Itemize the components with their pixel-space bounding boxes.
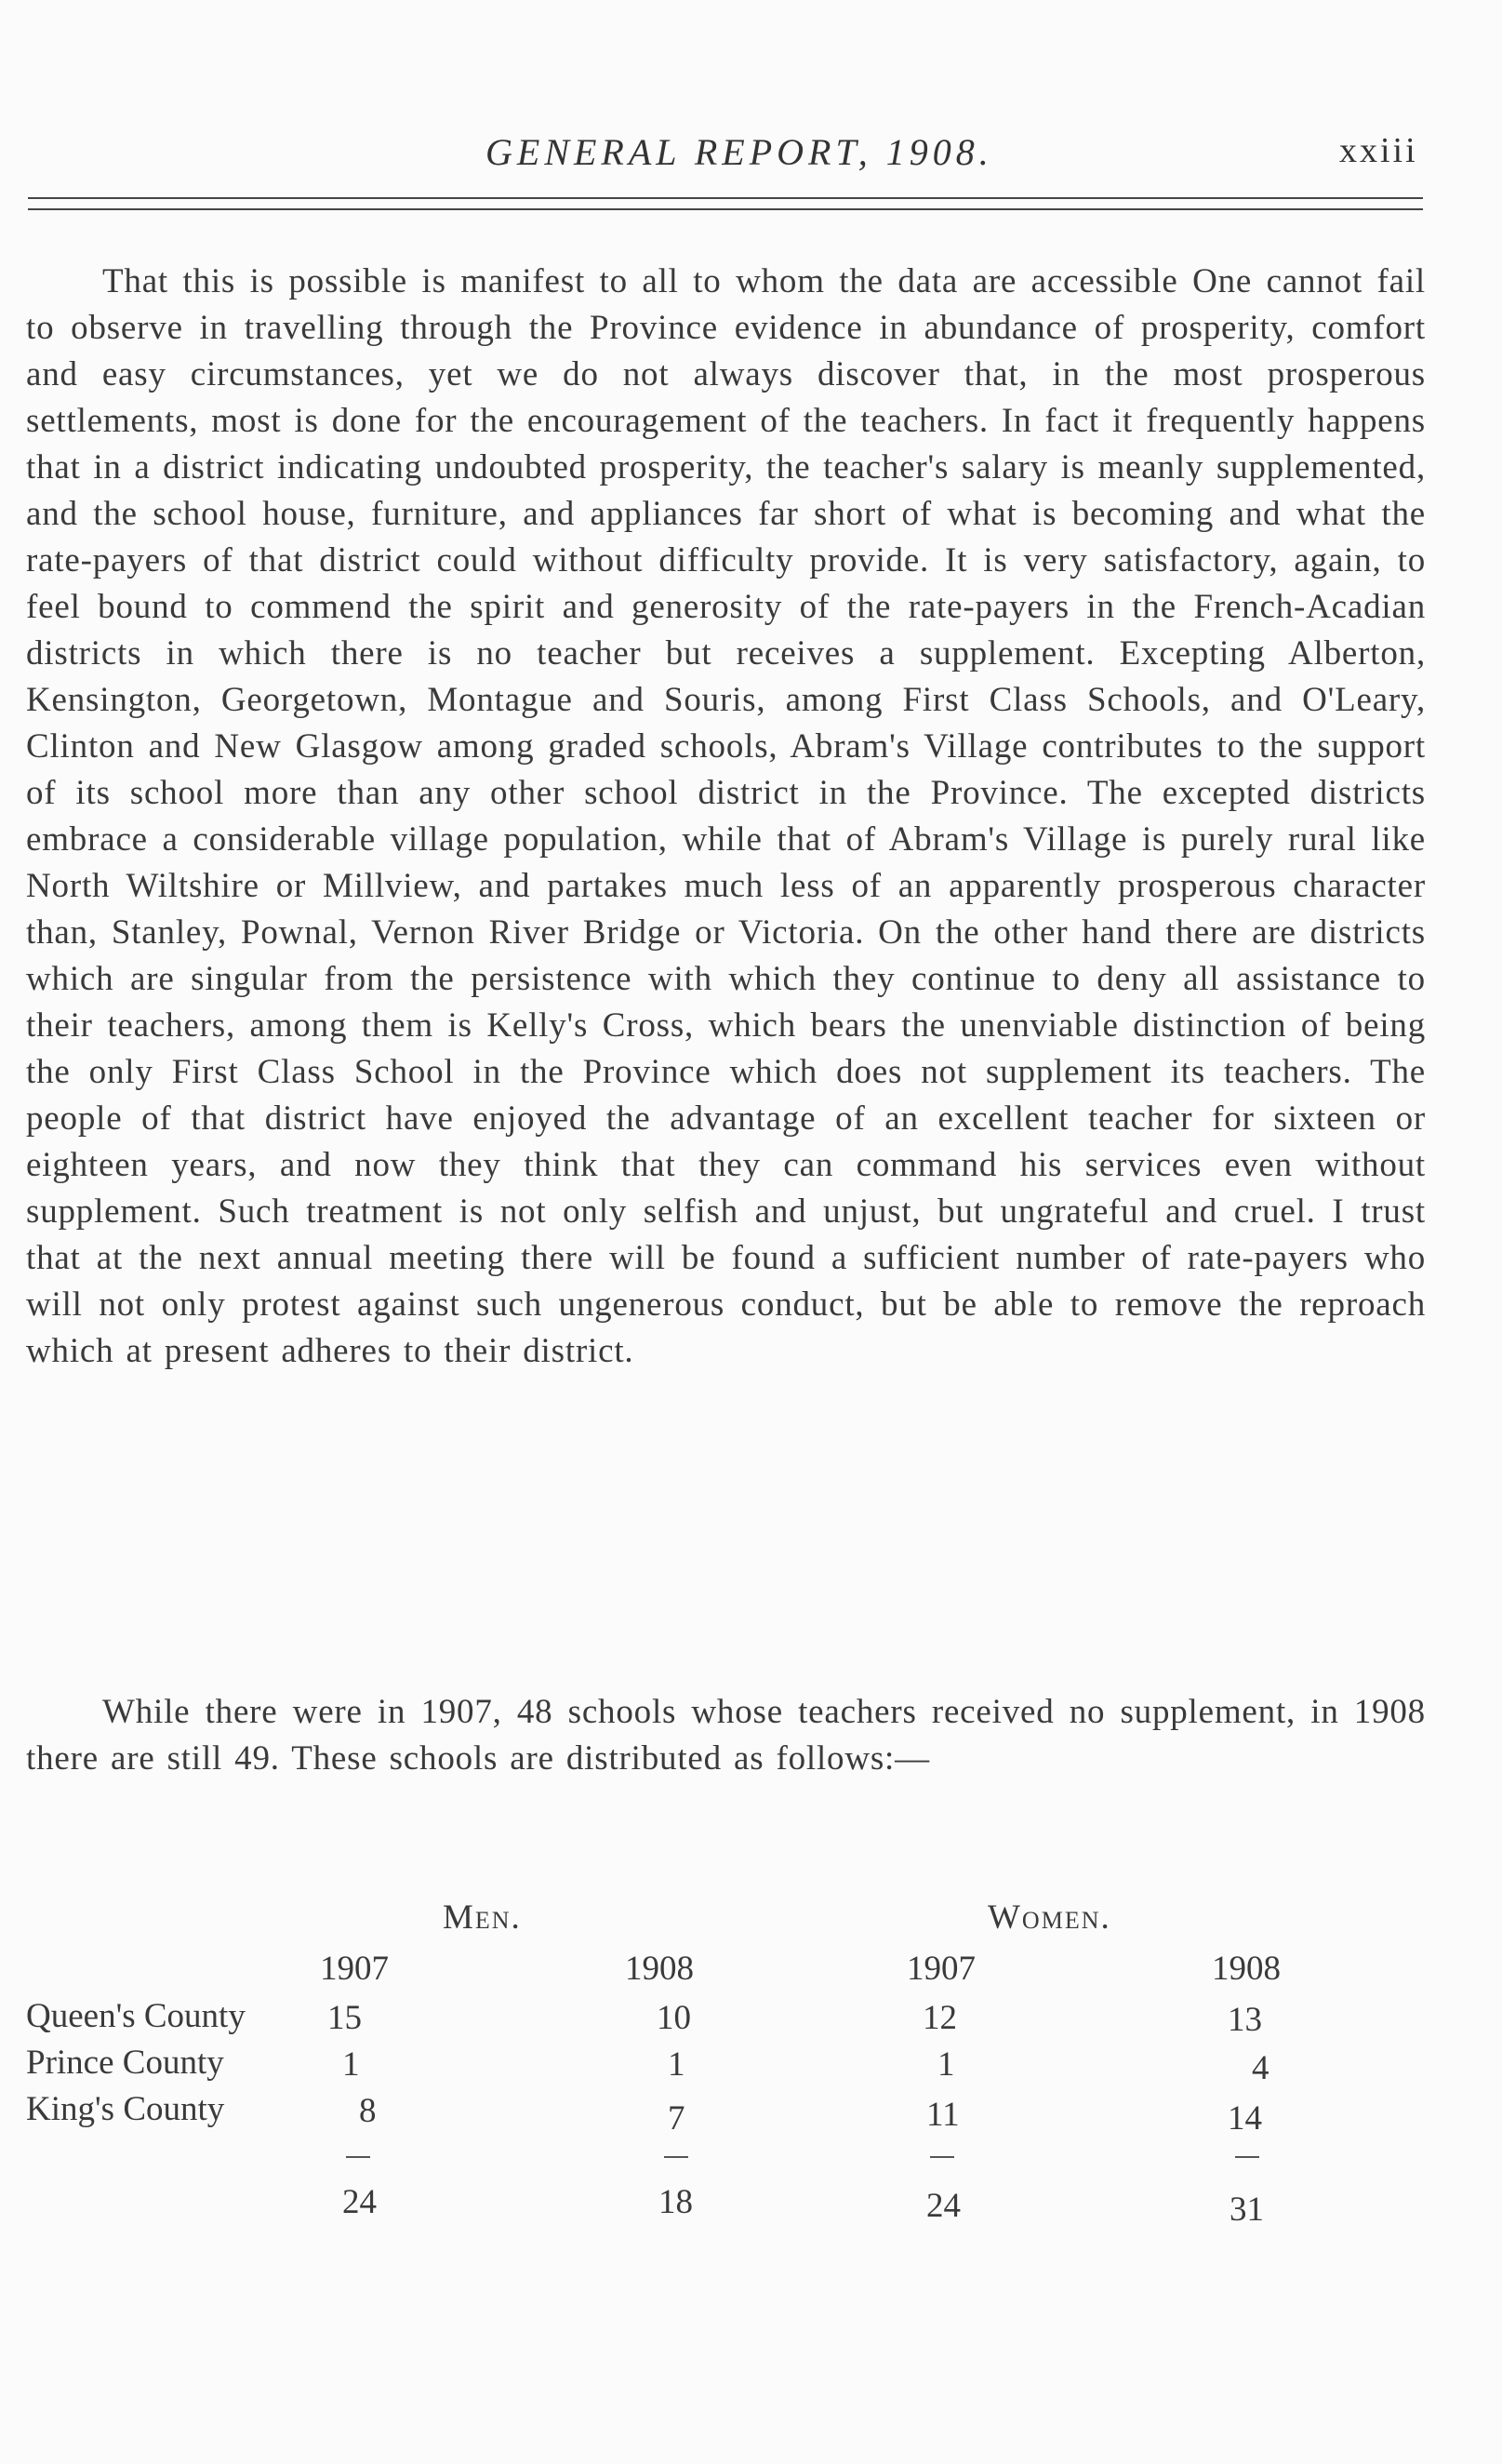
table-cell: 1 bbox=[937, 2045, 955, 2084]
running-title: GENERAL REPORT, 1908. bbox=[485, 131, 993, 173]
table-cell: 13 bbox=[1228, 2001, 1262, 2039]
table-total: 24 bbox=[342, 2183, 377, 2221]
table-total-rule bbox=[1235, 2156, 1259, 2158]
table-total: 31 bbox=[1230, 2191, 1264, 2229]
body-paragraph-1: That this is possible is manifest to all to whom the data are accessible One cannot fail to observe in travelling through the Province evidence in abundance of prosperity, comfort and easy circumstances, yet we do not always discover that, in the most prosperous settlements, most is done for the encouragement of the teachers. In fact it frequently happens that in a district indicating undoubted prosperity, the teacher's salary is meanly supplemented, and the school house, furniture, and appliances far short of what is becoming and what the rate-payers of that district could without difficulty provide. It is very satisfactory, again, to feel bound to commend the spirit and generosity of the rate-payers in the French-Acadian districts in which there is no teacher but receives a supplement. Excepting Alberton, Kensington, Georgetown, Montague and Souris, among First Class Schools, and O'Leary, Clinton and New Glasgow among graded schools, Abram's Village contributes to the support of its school more than any other school district in the Province. The excepted districts embrace a considerable village population, while that of Abram's Village is purely rural like North Wiltshire or Millview, and partakes much less of an apparently prosperous character than, Stanley, Pownal, Vernon River Bridge or Victoria. On the other hand there are districts which are singular from the persistence with which they continue to deny all assistance to their teachers, among them is Kelly's Cross, which bears the unenviable distinction of being the only First Class School in the Province which does not supplement its teachers. The people of that district have enjoyed the advantage of an excellent teacher for sixteen or eighteen years, and now they think that they can command his services even without supplement. Such treatment is not only selfish and unjust, but ungrateful and cruel. I trust that at the next annual meeting there will be found a sufficient number of rate-payers who will not only protest against such ungenerous conduct, but be able to remove the reproach which at present adheres to their district. bbox=[26, 262, 1426, 1370]
table-cell: 11 bbox=[926, 2096, 960, 2134]
body-paragraph-2: While there were in 1907, 48 schools whose teachers received no supplement, in 1908 there are still 49. These schools are distributed as follows:— bbox=[26, 1693, 1426, 1778]
page-number: xxiii bbox=[1339, 131, 1418, 170]
table-year-women-1908: 1908 bbox=[1212, 1950, 1281, 1988]
table-group-women: Women. bbox=[988, 1898, 1111, 1937]
table-total: 24 bbox=[926, 2187, 961, 2225]
table-year-men-1907: 1907 bbox=[320, 1950, 389, 1988]
table-total: 18 bbox=[658, 2183, 693, 2221]
running-head bbox=[0, 130, 1502, 186]
table-total-rule bbox=[930, 2156, 954, 2158]
header-rule-bottom bbox=[28, 208, 1423, 210]
table-cell: 15 bbox=[327, 1999, 362, 2037]
table-year-women-1907: 1907 bbox=[907, 1950, 976, 1988]
table-total-rule bbox=[346, 2156, 370, 2158]
table-cell: 4 bbox=[1252, 2049, 1269, 2087]
table-cell: 1 bbox=[342, 2045, 360, 2084]
table-row-label: Prince County bbox=[26, 2044, 224, 2082]
table-row-label: Queen's County bbox=[26, 1997, 246, 2035]
table-total-rule bbox=[664, 2156, 688, 2158]
table-row-label: King's County bbox=[26, 2090, 225, 2128]
table-cell: 10 bbox=[657, 1999, 691, 2037]
table-cell: 1 bbox=[668, 2045, 685, 2084]
table-cell: 7 bbox=[668, 2099, 685, 2138]
table-cell: 8 bbox=[359, 2092, 377, 2130]
table-cell: 12 bbox=[923, 1999, 957, 2037]
header-rule-top bbox=[28, 197, 1423, 199]
table-cell: 14 bbox=[1228, 2099, 1262, 2138]
table-group-men: Men. bbox=[443, 1898, 522, 1937]
table-year-men-1908: 1908 bbox=[625, 1950, 694, 1988]
